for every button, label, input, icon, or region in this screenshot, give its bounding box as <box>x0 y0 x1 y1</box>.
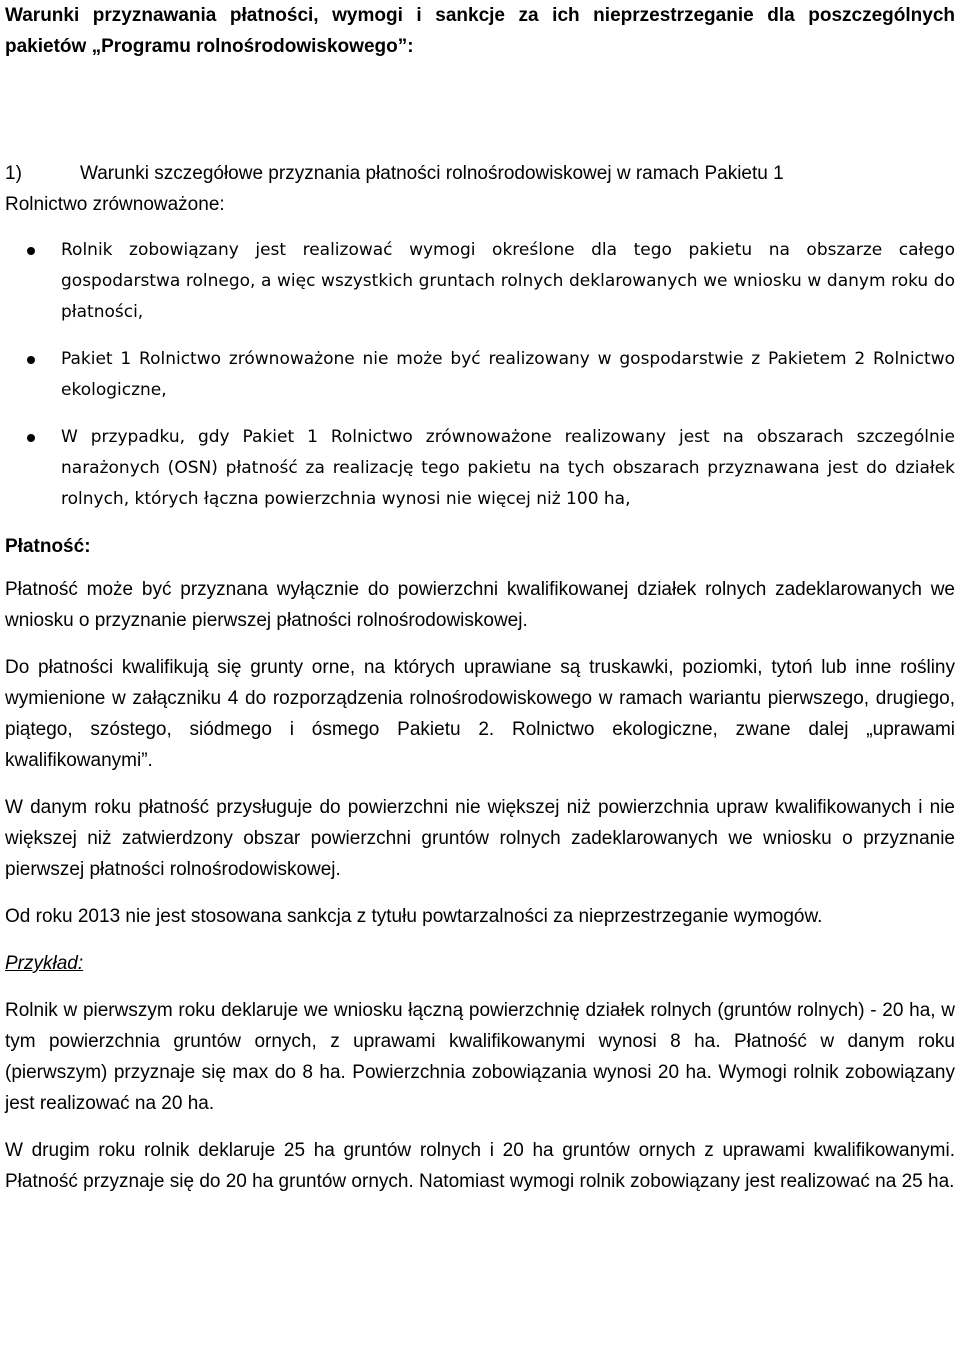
bullet-icon <box>27 434 35 442</box>
example-paragraph: Rolnik w pierwszym roku deklaruje we wniosku łączną powierzchnię działek rolnych (gruntów rolnych) - 20 ha, w tym powierzchnia gruntów ornych, z uprawami kwalifikowanymi wynosi 8 ha. Płatność w danym roku (pierwszym) przyznaje się max do 8 ha. Powierzchnia zobowiązania wynosi 20 ha. Wymogi rolnik zobowiązany jest realizować na 20 ha. <box>5 1000 955 1114</box>
section-heading <box>5 158 955 189</box>
section-number: 1) <box>5 163 22 184</box>
paragraph: Płatność może być przyznana wyłącznie do powierzchni kwalifikowanej działek rolnych zadeklarowanych we wniosku o przyznanie pierwszej płatności rolnośrodowiskowej. <box>5 579 955 631</box>
list-item <box>5 422 955 515</box>
list-item-text: Pakiet 1 Rolnictwo zrównoważone nie może być realizowany w gospodarstwie z Pakietem 2 Rolnictwo ekologiczne, <box>61 349 955 400</box>
bullet-icon <box>27 247 35 255</box>
paragraph: Od roku 2013 nie jest stosowana sankcja z tytułu powtarzalności za nieprzestrzeganie wymogów. <box>5 906 823 927</box>
paragraph: Do płatności kwalifikują się grunty orne, na których uprawiane są truskawki, poziomki, tytoń lub inne rośliny wymienione w załączniku 4 do rozporządzenia rolnośrodowiskowego w ramach wariantu pierwszego, drugiego, piątego, szóstego, siódmego i ósmego Pakietu 2. Rolnictwo ekologiczne, zwane dalej „uprawami kwalifikowanymi”. <box>5 657 955 771</box>
section-heading-line1: Warunki szczegółowe przyznania płatności rolnośrodowiskowej w ramach Pakietu 1 <box>80 163 784 184</box>
payment-heading: Płatność: <box>5 536 91 557</box>
list-item <box>5 235 955 328</box>
example-label: Przykład: <box>5 953 84 974</box>
section-heading-text <box>80 158 955 189</box>
list-item-text: Rolnik zobowiązany jest realizować wymogi określone dla tego pakietu na obszarze całego gospodarstwa rolnego, a więc wszystkich gruntach rolnych deklarowanych we wniosku w danym roku do płatności, <box>61 240 955 322</box>
bullet-icon <box>27 356 35 364</box>
example-paragraph: W drugim roku rolnik deklaruje 25 ha gruntów rolnych i 20 ha gruntów ornych z uprawami kwalifikowanymi. Płatność przyznaje się do 20 ha gruntów ornych. Natomiast wymogi rolnik zobowiązany jest realizować na 25 ha. <box>5 1140 955 1192</box>
requirements-list <box>5 235 955 515</box>
section-heading-line2: Rolnictwo zrównoważone: <box>5 194 225 215</box>
list-item <box>5 344 955 406</box>
paragraph: W danym roku płatność przysługuje do powierzchni nie większej niż powierzchnia upraw kwalifikowanych i nie większej niż zatwierdzony obszar powierzchni gruntów rolnych zadeklarowanych we wniosku o przyznanie pierwszej płatności rolnośrodowiskowej. <box>5 797 955 880</box>
list-item-text: W przypadku, gdy Pakiet 1 Rolnictwo zrównoważone realizowany jest na obszarach szczególnie narażonych (OSN) płatność za realizację tego pakietu na tych obszarach przyznawana jest do działek rolnych, których łączna powierzchnia wynosi nie więcej niż 100 ha, <box>61 427 955 509</box>
document-title: Warunki przyznawania płatności, wymogi i sankcje za ich nieprzestrzeganie dla poszczególnych pakietów „Programu rolnośrodowiskowego”: <box>5 5 955 57</box>
